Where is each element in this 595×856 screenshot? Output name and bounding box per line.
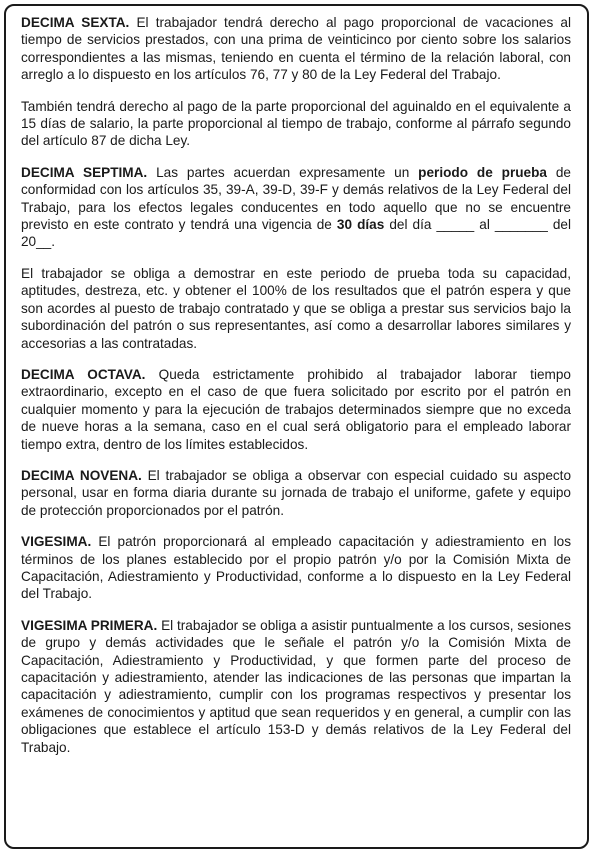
clause-decima-septima	[21, 164, 571, 251]
clause-text: Las partes acuerdan expresamente un	[156, 164, 410, 180]
clause-vigesima	[21, 533, 571, 603]
clause-decima-sexta-paragraph-2	[21, 98, 571, 150]
clause-text: El patrón proporcionará al empleado capacitación y adiestramiento en los términos de los planes establecido por el propio patrón y/o por la Comisión Mixta de Capacitación, Adiestramiento y Productividad, conforme a lo dispuesto en la Ley Federal del Trabajo.	[21, 534, 571, 602]
clause-text: El trabajador se obliga a observar con especial cuidado su aspecto personal, usar en forma diaria durante su jornada de trabajo el uniforme, gafete y equipo de protección proporcionados por el patrón.	[21, 467, 572, 518]
clause-heading: VIGESIMA PRIMERA.	[21, 617, 158, 633]
bold-term-30-dias: 30 días	[336, 217, 385, 233]
clause-text: También tendrá derecho al pago de la parte proporcional del aguinaldo en el equivalente a 15 días de salario, la parte proporcional al tiempo de trabajo, conforme al párrafo segundo del artículo 87 de dicha Ley.	[21, 98, 571, 149]
clause-vigesima-primera	[21, 617, 571, 756]
clause-decima-septima-paragraph-2	[21, 265, 571, 352]
clause-text: El trabajador se obliga a asistir puntualmente a los cursos, sesiones de grupo y demás actividades que le señale el patrón y/o la Comisión Mixta de Capacitación, Adiestramiento y Productividad, y que formen parte del proceso de capacitación y adiestramiento, atender las indicaciones de las personas que impartan la capacitación y adiestramiento, cumplir con los programas respectivos y presentar los exámenes de conocimientos y aptitud que sean requeridos y en general, a cumplir con las obligaciones que establece el artículo 153-D y demás relativos de la Ley Federal del Trabajo.	[21, 617, 572, 755]
clause-decima-sexta	[21, 14, 571, 84]
bold-term-periodo-de-prueba: periodo de prueba	[418, 164, 547, 180]
clause-heading: DECIMA OCTAVA.	[21, 366, 146, 382]
clause-text-date-blanks: del día _____ al _______ del 20__.	[21, 217, 572, 250]
clause-heading: VIGESIMA.	[21, 534, 92, 550]
clause-text: Queda estrictamente prohibido al trabajador laborar tiempo extraordinario, excepto en el caso de que fuera solicitado por escrito por el patrón en cualquier momento y para la ejecución de trabajos determinados siempre que no exceda de nueve horas a la semana, caso en el cual será obligatorio para el empleado laborar tiempo extra, dentro de los límites establecidos.	[21, 366, 571, 452]
clause-decima-novena	[21, 467, 571, 519]
clause-heading: DECIMA SEXTA.	[21, 15, 130, 30]
clause-text: de conformidad con los artículos 35, 39-A, 39-D, 39-F y demás relativos de la Ley Federal del Trabajo, para los efectos legales conducentes en todo aquello que no se encuentre previsto en este contrato y tendrá una vigencia de	[21, 164, 571, 233]
clause-text: El trabajador se obliga a demostrar en este periodo de prueba toda su capacidad, aptitudes, destreza, etc. y obtener el 100% de los resultados que el patrón espera y que son acordes al puesto de trabajo contratado y que se obliga a prestar sus servicios bajo la subordinación del patrón o sus representantes, así como a desarrollar labores similares y accesorias a las contratadas.	[21, 265, 571, 351]
clause-decima-octava	[21, 366, 571, 453]
clause-text: El trabajador tendrá derecho al pago proporcional de vacaciones al tiempo de servicios prestados, con una prima de veinticinco por ciento sobre los salarios correspondientes a las mismas, teniendo en cuenta el término de la relación laboral, con arreglo a lo dispuesto en los artículos 76, 77 y 80 de la Ley Federal del Trabajo.	[21, 15, 571, 83]
clause-heading: DECIMA NOVENA.	[21, 467, 142, 483]
contract-page-frame	[4, 4, 589, 849]
clause-heading: DECIMA SEPTIMA.	[21, 164, 148, 180]
